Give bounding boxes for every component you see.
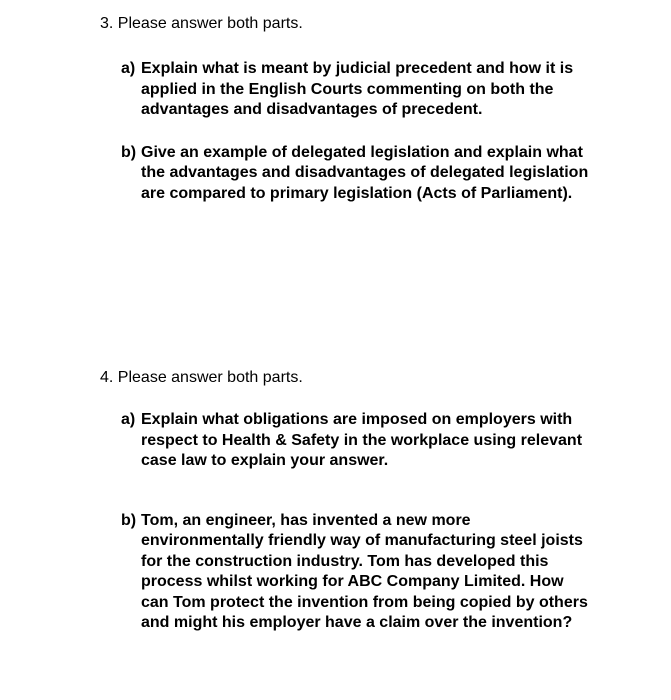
question-4-part-b	[121, 511, 593, 634]
question-3-part-a	[121, 59, 591, 121]
part-label: a)	[121, 411, 136, 428]
question-3-heading: 3. Please answer both parts.	[100, 15, 303, 32]
part-label: b)	[121, 143, 137, 161]
question-3	[100, 14, 660, 204]
question-4-part-a	[121, 410, 593, 472]
question-4	[100, 368, 660, 634]
part-text: Give an example of delegated legislation and explain what the advantages and disadvantages of delegated legislation are compared to primary legislation (Acts of Parliament).	[141, 143, 589, 202]
question-3-part-b	[121, 143, 591, 205]
part-text: Explain what is meant by judicial precedent and how it is applied in the English Courts commenting on both the advantages and disadvantages of precedent.	[141, 60, 574, 118]
part-label: a)	[121, 60, 136, 77]
part-text: Explain what obligations are imposed on employers with respect to Health & Safety in the workplace using relevant case law to explain your answer.	[141, 411, 583, 469]
part-text: Tom, an engineer, has invented a new more environmentally friendly way of manufacturing steel joists for the construction industry. Tom has developed this process whilst working for ABC Company Limited. How can Tom protect the invention from being copied by others and might his employer have a claim over the invention?	[141, 511, 588, 631]
question-4-heading: 4. Please answer both parts.	[100, 369, 303, 386]
part-label: b)	[121, 511, 137, 529]
